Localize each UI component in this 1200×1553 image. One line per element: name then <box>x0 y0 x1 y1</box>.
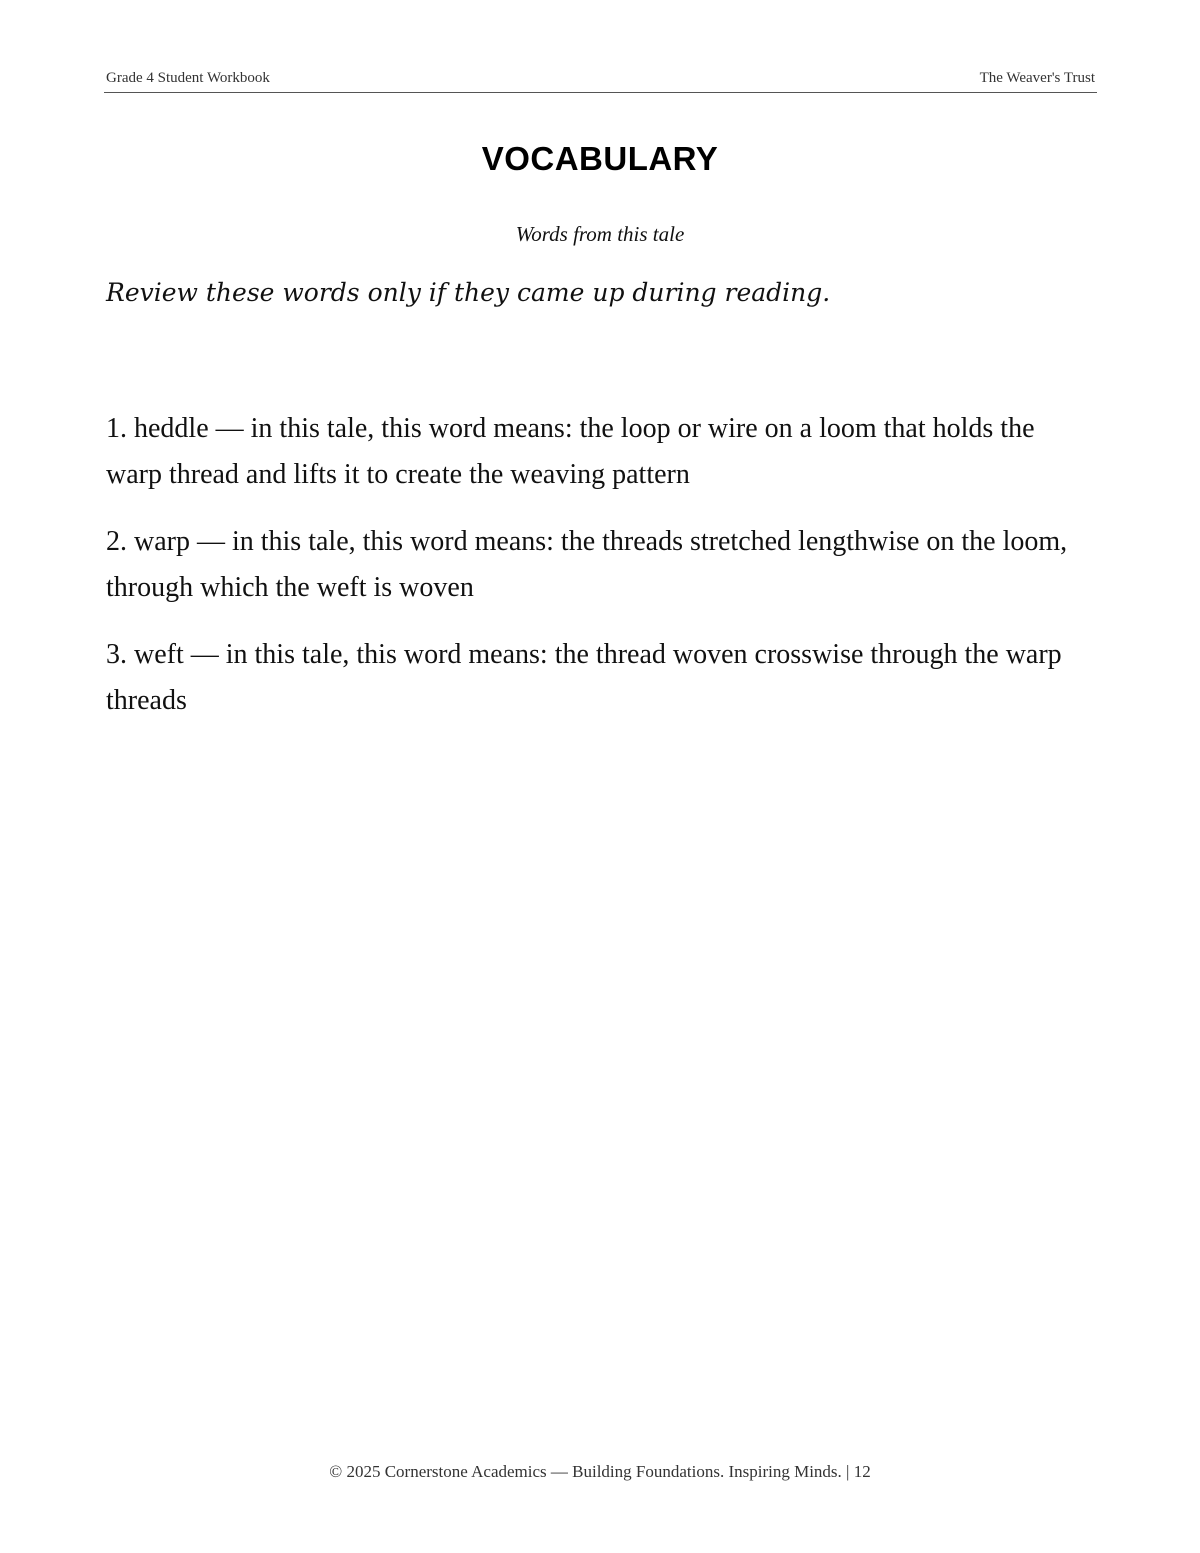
page-footer: © 2025 Cornerstone Academics — Building Foundations. Inspiring Minds. | 12 <box>329 1462 871 1481</box>
vocabulary-item-warp: 2. warp — in this tale, this word means: the threads stretched lengthwise on the loom, through which the weft is woven <box>106 526 1068 603</box>
vocabulary-list <box>106 406 1086 745</box>
header-story-title: The Weaver's Trust <box>979 70 1095 86</box>
page-subtitle: Words from this tale <box>515 222 685 246</box>
page-header <box>104 68 1097 93</box>
header-workbook-label: Grade 4 Student Workbook <box>106 70 270 86</box>
page-title: VOCABULARY <box>481 140 719 177</box>
instruction-text: Review these words only if they came up during reading. <box>106 278 831 307</box>
vocabulary-item-weft: 3. weft — in this tale, this word means: the thread woven crosswise through the warp threads <box>106 639 1062 716</box>
vocabulary-item-heddle: 1. heddle — in this tale, this word means: the loop or wire on a loom that holds the warp thread and lifts it to create the weaving pattern <box>106 413 1035 490</box>
